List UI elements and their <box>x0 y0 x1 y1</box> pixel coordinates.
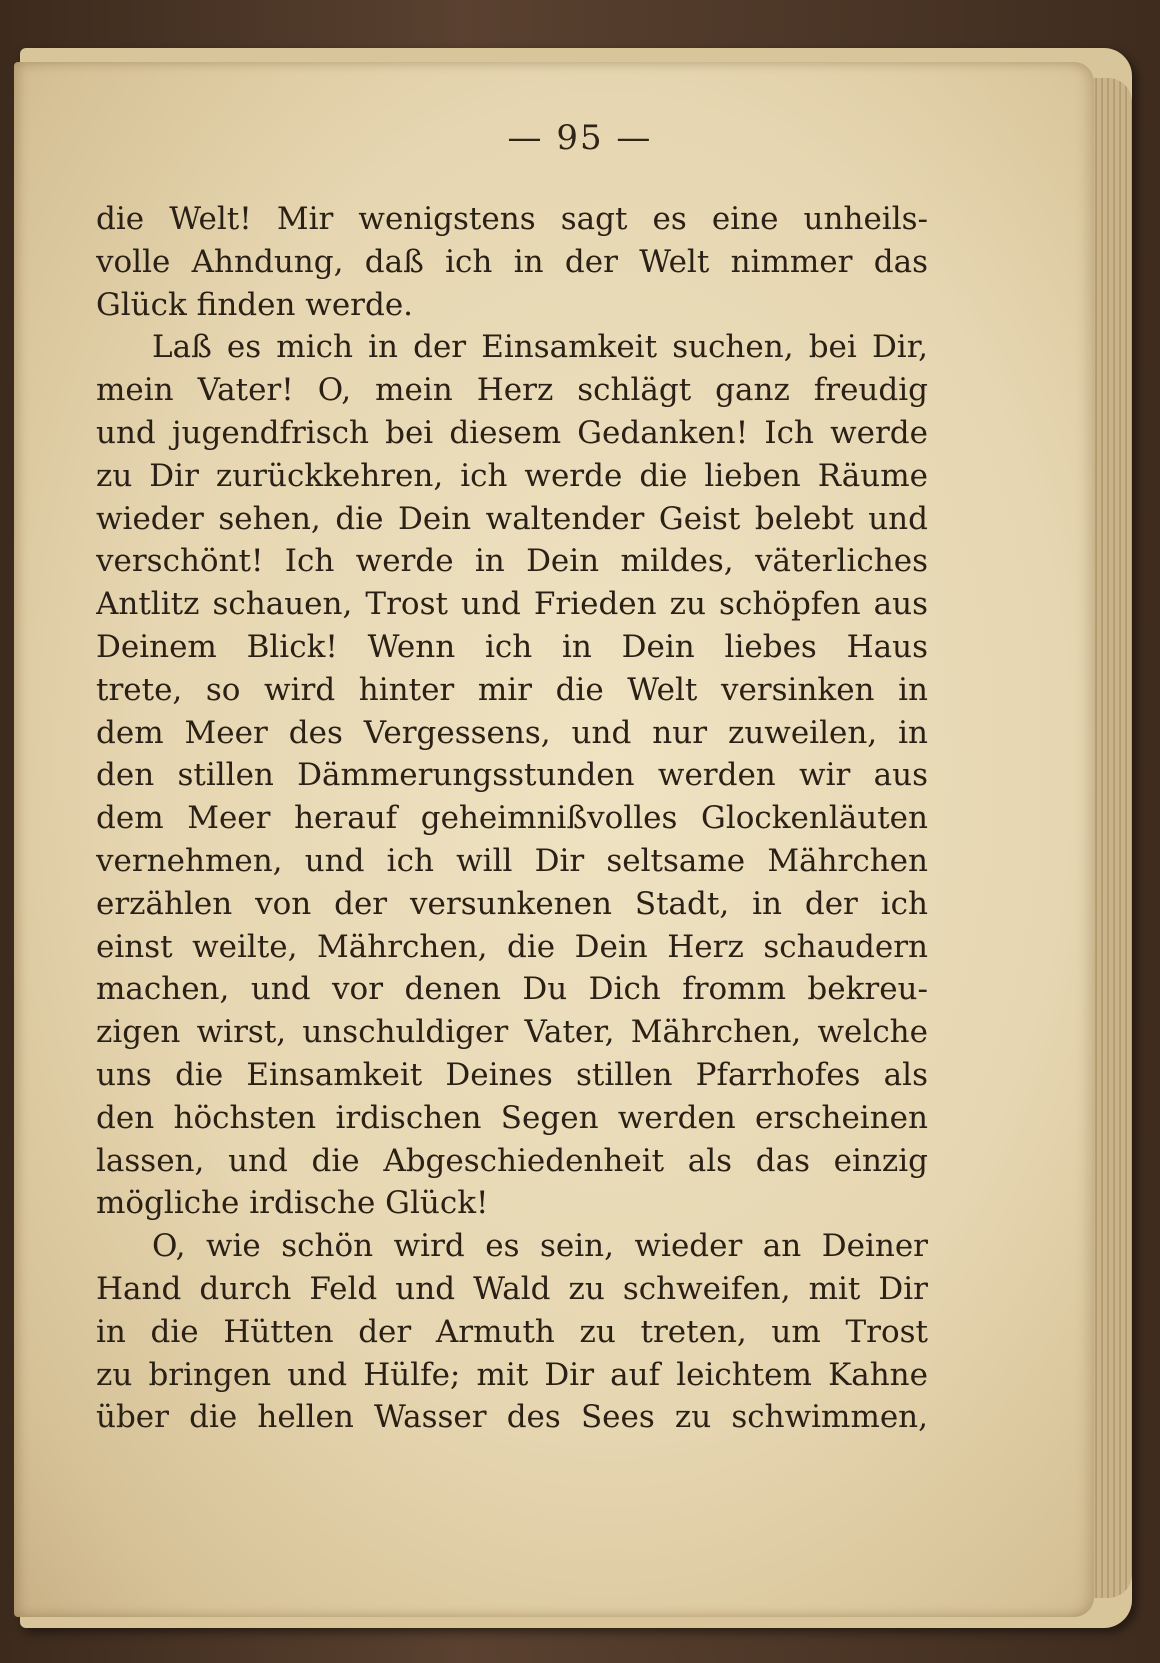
text-line: dem Meer des Vergessens, und nur zuweilen, in <box>96 714 928 751</box>
text-line: dem Meer herauf geheimnißvolles Glockenläuten <box>96 800 928 837</box>
text-line: mögliche irdische Glück! <box>96 1185 489 1222</box>
text-line: zigen wirst, unschuldiger Vater, Mährchen, welche <box>96 1014 928 1051</box>
text-line: zu Dir zurückkehren, ich werde die lieben Räume <box>96 457 928 494</box>
page-number: — 95 — <box>507 118 653 158</box>
text-line: einst weilte, Mährchen, die Dein Herz schaudern <box>96 928 928 965</box>
text-line: Antlitz schauen, Trost und Frieden zu schöpfen aus <box>96 586 928 623</box>
text-line: erzählen von der versunkenen Stadt, in der ich <box>96 885 928 922</box>
text-line: den höchsten irdischen Segen werden erscheinen <box>96 1099 928 1136</box>
text-line: volle Ahndung, daß ich in der Welt nimmer das <box>96 243 928 280</box>
text-line: über die hellen Wasser des Sees zu schwimmen, <box>96 1399 928 1436</box>
text-line: in die Hütten der Armuth zu treten, um Trost <box>96 1313 928 1350</box>
text-line: wieder sehen, die Dein waltender Geist belebt und <box>96 500 928 537</box>
text-line: lassen, und die Abgeschiedenheit als das einzig <box>96 1142 928 1179</box>
text-line: den stillen Dämmerungsstunden werden wir aus <box>96 757 928 794</box>
text-line: Hand durch Feld und Wald zu schweifen, mit Dir <box>96 1270 928 1307</box>
text-line: mein Vater! O, mein Herz schlägt ganz freudig <box>96 372 928 409</box>
text-line: trete, so wird hinter mir die Welt versinken in <box>96 671 928 708</box>
text-line: vernehmen, und ich will Dir seltsame Mährchen <box>96 842 928 879</box>
text-line: Deinem Blick! Wenn ich in Dein liebes Haus <box>96 628 928 665</box>
text-line: verschönt! Ich werde in Dein mildes, väterliches <box>96 543 928 580</box>
text-line: uns die Einsamkeit Deines stillen Pfarrhofes als <box>96 1056 928 1093</box>
text-line: und jugendfrisch bei diesem Gedanken! Ich werde <box>96 414 928 451</box>
text-line: zu bringen und Hülfe; mit Dir auf leichtem Kahne <box>96 1356 928 1393</box>
text-line: die Welt! Mir wenigstens sagt es eine unheils- <box>96 201 928 237</box>
text-line: machen, und vor denen Du Dich fromm bekreu- <box>96 971 928 1008</box>
body-text <box>96 198 928 1439</box>
text-line: O, wie schön wird es sein, wieder an Deiner <box>152 1228 928 1265</box>
text-line: Laß es mich in der Einsamkeit suchen, bei Dir, <box>152 329 928 366</box>
text-line: Glück finden werde. <box>96 286 414 323</box>
